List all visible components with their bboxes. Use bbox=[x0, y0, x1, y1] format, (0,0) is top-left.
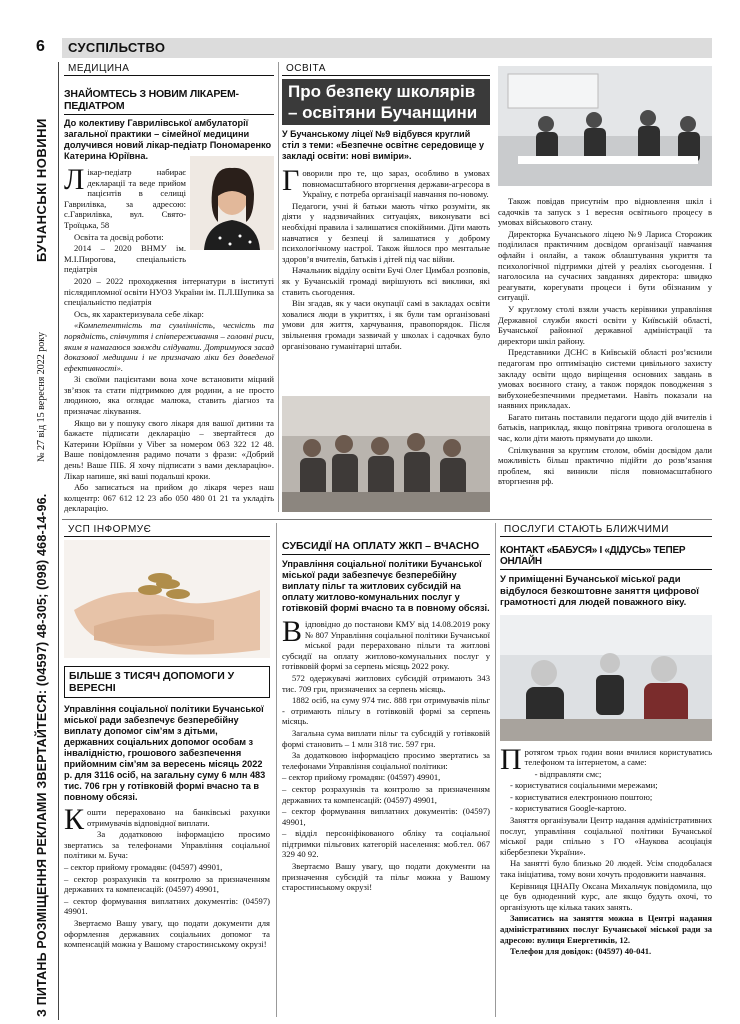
article-title: ЗНАЙОМТЕСЬ З НОВИМ ЛІКАРЕМ-ПЕДІАТРОМ bbox=[64, 88, 274, 115]
article-lead: До колективу Гаврилівської амбулаторії загальної практики – сімейної медицини долучився новий лікар-педіатр Пономаренко Катерина Юріївна. bbox=[64, 118, 272, 161]
paragraph: Спілкування за круглим столом, обмін досвідом дали можливість більш практично підійти до розвʼязання проблем, які виникли після повномасштабного вторгнення рф. bbox=[498, 444, 712, 487]
paragraph: Також повідав присутнім про відновлення шкіл і садочків та запуск з 1 вересня освітнього процесу в умовах військового стану. bbox=[498, 196, 712, 228]
side-brand: БУЧАНСЬКІ НОВИНИ bbox=[34, 118, 49, 262]
paragraph: ідповідно до постанови КМУ від 14.08.2019 року № 807 Управління соціальної політики Бучанської міської ради перераховано пільги та житлові субсидії на оплату житлово-комунальних послуг у готівковій формі за серпень місяць 2022 року. bbox=[282, 619, 490, 672]
section-bar bbox=[62, 38, 712, 58]
paragraph: За додатковою інформацією просимо звертатись за телефонами Управління соціальної політики: bbox=[282, 750, 490, 771]
article-title: БІЛЬШЕ 3 ТИСЯЧ ДОПОМОГИ У ВЕРЕСНІ bbox=[64, 666, 270, 698]
paragraph: Записатись на заняття можна в Центрі надання адміністративних послуг Бучанської міської ради за адресою: вулиця Енергетиків, 12. bbox=[500, 913, 712, 945]
usp-article bbox=[64, 523, 270, 1018]
list-item: – відділ персоніфікованого обліку та соціальної підтримки пільгових категорій населення: моб.тел. 067 329 40 92. bbox=[282, 828, 490, 860]
section-label: ПОСЛУГИ СТАЮТЬ БЛИЖЧИМИ bbox=[500, 523, 712, 537]
paragraph: Телефон для довідок: (04597) 40-041. bbox=[510, 946, 652, 957]
paragraph: Він згадав, як у часи окупації самі в закладах освіти ховалися люди в укриттях, і як були там організовані умови для життя, харчування, правопорядок. Після звільнення громади зазвичай у школах і садочках було організовано гуманітарні штаби. bbox=[282, 298, 490, 351]
paragraph: Начальник відділу освіти Бучі Олег Цимбал розповів, як у Бучанській громаді вирішують всі виклики, які ставить сьогодення. bbox=[282, 265, 490, 297]
article-lead: У приміщенні Бучанської міської ради відбулося безкоштовне заняття цифрової грамотності для людей поважного віку. bbox=[500, 574, 699, 608]
paragraph: Освіта та досвід роботи: bbox=[74, 231, 164, 242]
paragraph: 2020 – 2022 проходження інтернатури в інституті післядипломної освіти НУОЗ України ім. П.Л.Шупика за спеціальністю педіатрія bbox=[64, 275, 274, 308]
paragraph: За додатковою інформацією просимо звертатись за телефонами Управління соціальної політики м. Буча: bbox=[64, 829, 270, 861]
list-item: – сектор формування виплатних документів: (04597) 49901. bbox=[64, 895, 270, 917]
paragraph: Керівниця ЦНАПу Оксана Михальчук повідомила, що це був одноденний курс, але якщо будуть охочі, то організують ще кілька таких занять. bbox=[500, 880, 712, 912]
cnap-article bbox=[500, 523, 712, 1018]
paragraph: оворили про те, що зараз, особливо в умовах повномасштабного вторгнення держави-агресора в Україну, є потреба організації навчання по-новому. bbox=[302, 168, 490, 200]
meeting-photo bbox=[498, 66, 712, 186]
list-item: - користуватися соціальними мережами; bbox=[510, 780, 658, 791]
paragraph: ікар-педіатр набирає декларації та веде прийом пацієнтів в селищі Гаврилівка, за адресою: с.Гаврилівка, вул. Свято-Троїцька, 58 bbox=[64, 167, 186, 230]
list-item: – сектор розрахунків та контролю за призначенням державних та компенсацій: (04597) 49901, bbox=[64, 873, 270, 895]
article-body-right bbox=[498, 196, 712, 488]
paragraph: Педагоги, учні й батьки мають чітко розуміти, як діяти у надзвичайних ситуаціях, виконувати всі необхідні правила і залишатися спокійними. Діти мають навчатися у безпеці й залишатися у доброму психологічному настрої. Також йшлося про ментальне здоров’я вчителів, батьків і дітей під час війни. bbox=[282, 200, 490, 264]
article-body: Лікар-педіатр набирає декларації та веде прийом пацієнтів в селищі Гаврилівка, за адресою: с.Гаврилівка, вул. Свято-Троїцька, 58 Освіта та досвід роботи: 2014 – 2020 ВНМУ ім. М.І.Пирогова, спеціальність педіатрія 2020 – 2022 проходження інтернатури в інституті післядипломної освіти НУОЗ України ім. П.Л.Шупика за спеціальністю педіатрія Ось, як характеризувала себе лікар: «Компетентність та сумлінність, чесність та порядність, співчуття і співпереживання – головні риси, яким я намагаюся завжди слідувати. Дотримуюся засад доказової медицини і не призначаю ліки без доведеної ефективності». Зі своїми пацієнтами вона хоче встановити міцний зв’язок та стати підтримкою для родини, а не просто людиною, яка оглядає малюка, ставить діагноз та призначає лікування. Якщо ви у пошуку свого лікаря для вашої дитини та бажаєте підписати декларацію – звертайтеся до Катерини Юріївни у Viber за номером 063 322 12 48. Ваше повідомлення радимо почати з фрази: «Добрий день! Ваше ПІБ. Я хочу підписати з вами декларацію». Лікар напише, які ваші подальші кроки. Або записаться на прийом до лікаря через наш колцентр: 067 612 12 23 або 050 480 01 21 та укладіть декларацію. bbox=[64, 163, 274, 514]
subsidies-article bbox=[282, 540, 490, 1018]
article-body: Говорили про те, що зараз, особливо в умовах повномасштабного вторгнення держави-агресора в Україну, є потреба організації навчання по-новому. Педагоги, учні й батьки мають чітко розуміти, як діяти у надзвичайних ситуаціях, виконувати всі необхідні правила і залишатися спокійними. Діти мають навчатися у безпеці й залишатися у доброму психологічному настрої. Також йшлося про ментальне здоров’я вчителів, батьків і дітей під час війни. Начальник відділу освіти Бучі Олег Цимбал розповів, як у Бучанській громаді вирішують всі виклики, які ставить сьогодення. Він згадав, як у часи окупації самі в закладах освіти ховалися люди в укриттях, і як були там організовані умови для життя, харчування, правопорядок. Після звільнення громади зазвичай у школах і садочках було організовано гуманітарні штаби. bbox=[282, 164, 490, 351]
paragraph: Заняття організували Центр надання адміністративних послуг, управління соціальної політики Бучанської міської ради спільно з ГО «Наукова асоціація кібербезпеки України». bbox=[500, 815, 712, 857]
paragraph: Загальна сума виплати пільг та субсидій у готівковій формі становить – 1 млн 318 тис. 597 грн. bbox=[282, 727, 490, 749]
article-lead: Управління соціальної політики Бучанської міської ради забезпечує безперебійну виплату пільг та житлових субсидій на оплату житлово-комунальних послуг у готівковій формі вчасно та в повному обсязі. bbox=[282, 559, 490, 613]
paragraph: Якщо ви у пошуку свого лікаря для вашої дитини та бажаєте підписати декларацію – звертайтеся до Катерини Юріївни у Viber за номером 063 322 12 48. Ваше повідомлення радимо почати з фрази: «Добрий день! Ваше ПІБ. Я хочу підписати з вами декларацію». Лікар напише, які ваші подальші кроки. bbox=[64, 417, 274, 481]
side-issue: № 27 від 15 вересня 2022 року bbox=[36, 331, 47, 462]
section-title: СУСПІЛЬСТВО bbox=[68, 40, 166, 55]
doctor-photo bbox=[190, 156, 274, 250]
article-body: Протягом трьох годин вони вчилися користуватись телефоном та інтернетом, а саме: - відправляти смс; - користуватися соціальними мережами; - користуватися електронною поштою; - користуватися Google-картою. Заняття організували Центр надання адміністративних послуг, управління соціальної політики Бучанської міської ради спільно з ГО «Наукова асоціація кібербезпеки України». На занятті було близько 20 людей. Усім сподобалася така ініціатива, тому вони хочуть продовжити навчання. Керівниця ЦНАПу Оксана Михальчук повідомила, що це був одноденний курс, але якщо будуть охочі, то організують ще кілька таких занять. Записатись на заняття можна в Центрі надання адміністративних послуг Бучанської міської ради за адресою: вулиця Енергетиків, 12. Телефон для довідок: (04597) 40-041. bbox=[500, 742, 712, 957]
paragraph: Звертаємо Вашу увагу, що подати документи на призначення субсидій та пільг можна у Вашому старостинському окрузі! bbox=[282, 861, 490, 893]
article-title: СУБСИДІЇ НА ОПЛАТУ ЖКП – ВЧАСНО bbox=[282, 540, 490, 555]
paragraph: На занятті було близько 20 людей. Усім сподобалася така ініціатива, тому вони хочуть продовжити навчання. bbox=[500, 858, 712, 880]
paragraph: Директорка Бучанського ліцею №9 Лариса Сторожик поділилася практичним досвідом організації навчання офлайн і онлайн, а також облаштування укриття та психологічної підтримки дітей у реаліях сьогодення. І наголосила на сучасних завданнях директора: швидко реагувати, корегувати процеси і бути обізнаним у ситуації. bbox=[498, 228, 712, 303]
section-label: УСП ІНФОРМУЄ bbox=[64, 523, 270, 537]
paragraph: 2014 – 2020 ВНМУ ім. М.І.Пирогова, спеціальність педіатрія bbox=[64, 243, 186, 275]
article-title: Про безпеку школярів – освітяни Бучанщини bbox=[282, 79, 490, 125]
side-strip bbox=[32, 62, 56, 1017]
list-item: - користуватися електронною поштою; bbox=[510, 791, 653, 802]
list-item: - користуватися Google-картою. bbox=[510, 803, 627, 814]
education-article bbox=[282, 62, 712, 517]
paragraph: 1882 осіб, на суму 974 тис. 888 грн отримувачів пільг - отримають пільгу в готівковій формі за серпень місяць. bbox=[282, 695, 490, 727]
list-item: – сектор розрахунків та контролю за призначенням державних та компенсацій: (04597) 49901, bbox=[282, 783, 490, 805]
hands-coins-photo bbox=[64, 540, 270, 658]
paragraph: У круглому столі взяли участь керівники управління Державної служби якості освіти у Київській області, Бучанської районної державної адміністрації та директори шкіл району. bbox=[498, 303, 712, 346]
quote: «Компетентність та сумлінність, чесність та порядність, співчуття і співпереживання – головні риси, яким я намагаюся завжди слідувати. Дотримуюся засад доказової медицини і не призначаю ліки без доведеної ефективності». bbox=[64, 320, 274, 373]
paragraph: 572 одержувачі житлових субсидій отримають 343 тис. 709 грн, призначених за серпень місяць. bbox=[282, 672, 490, 694]
section-label: ОСВІТА bbox=[282, 62, 490, 76]
paragraph: ошти перераховано на банківські рахунки отримувачів відповідної виплати. bbox=[87, 807, 270, 828]
article-lead: У Бучанському ліцеї №9 відбувся круглий стіл з теми: «Безпечне освітнє середовище у закладі освіти: нові виміри». bbox=[282, 129, 485, 161]
list-item: – сектор формування виплатних документів: (04597) 49901, bbox=[282, 806, 490, 827]
article-title: КОНТАКТ «БАБУСЯ» І «ДІДУСЬ» ТЕПЕР ОНЛАЙН bbox=[500, 545, 712, 570]
section-label: МЕДИЦИНА bbox=[64, 62, 274, 76]
list-item: - відправляти смс; bbox=[534, 768, 602, 779]
article-lead: Управління соціальної політики Бучанської міської ради забезпечує безперебійну виплату допомог сім’ям з дітьми, державних соціальних допомог особам з інвалідністю, грошового забезпечення прийомним сім’ям за вересень місяць 2022 р. для 3116 осіб, на загальну суму 6 млн 483 тис. 706 грн у готівковій формі вчасно та в повному обсязі. bbox=[64, 704, 266, 802]
article-body: Відповідно до постанови КМУ від 14.08.2019 року № 807 Управління соціальної політики Бучанської міської ради перераховано пільги та житлові субсидії на оплату житлово-комунальних послуг у готівковій формі за серпень місяць 2022 року. 572 одержувачі житлових субсидій отримають 343 тис. 709 грн, призначених за серпень місяць. 1882 осіб, на суму 974 тис. 888 грн отримувачів пільг - отримають пільгу в готівковій формі за серпень місяць. Загальна сума виплати пільг та субсидій у готівковій формі становить – 1 млн 318 тис. 597 грн. За додатковою інформацією просимо звертатись за телефонами Управління соціальної політики: – сектор прийому громадян: (04597) 49901, – сектор розрахунків та контролю за призначенням державних та компенсацій: (04597) 49901, – сектор формування виплатних документів: (04597) 49901, – відділ персоніфікованого обліку та соціальної підтримки пільгових категорій населення: моб.тел. 067 329 40 92. Звертаємо Вашу увагу, що подати документи на призначення субсидій та пільг можна у Вашому старостинському окрузі! bbox=[282, 615, 490, 893]
seniors-class-photo bbox=[500, 615, 712, 741]
page-number: 6 bbox=[36, 38, 45, 55]
list-item: – сектор прийому громадян: (04597) 49901, bbox=[282, 772, 441, 783]
side-ads: З ПИТАНЬ РОЗМІЩЕННЯ РЕКЛАМИ ЗВЕРТАЙТЕСЯ: (04597) 48-305; (098) 468-14-96. bbox=[35, 493, 49, 1017]
list-item: – сектор прийому громадян: (04597) 49901, bbox=[64, 861, 223, 872]
paragraph: Багато питань поставили педагоги щодо дій вчителів і батьків, наприклад, якщо повітряна тривога оголошена в час, коли діти мають прямувати до школи. bbox=[498, 411, 712, 444]
paragraph: Звертаємо Вашу увагу, що подати документи для оформлення державних соціальних допомог та компенсацій можна у Вашому старостинському окрузі! bbox=[64, 917, 270, 950]
paragraph: ротягом трьох годин вони вчилися користуватись телефоном та інтернетом, а саме: bbox=[524, 746, 712, 768]
paragraph: Зі своїми пацієнтами вона хоче встановити міцний зв’язок та стати підтримкою для родини, а не просто людиною, яка оглядає малюка, ставить діагноз та призначає лікування. bbox=[64, 374, 274, 417]
paragraph: Представники ДСНС в Київській області розʼяснили педагогам про оптимізацію системи цивільного захисту закладу освіти щодо виріщення основних завдань в умовах воєнного стану, а також порядок поводження з вибухонебезпечними предметами. Навіть показали на наявних прикладах. bbox=[498, 347, 712, 411]
paragraph: Або записаться на прийом до лікаря через наш колцентр: 067 612 12 23 або 050 480 01 21 та укладіть декларацію. bbox=[64, 482, 274, 514]
round-table-photo bbox=[282, 396, 490, 512]
article-body: Кошти перераховано на банківські рахунки отримувачів відповідної виплати. За додатковою інформацією просимо звертатись за телефонами Управління соціальної політики м. Буча: – сектор прийому громадян: (04597) 49901, – сектор розрахунків та контролю за призначенням державних та компенсацій: (04597) 49901, – сектор формування виплатних документів: (04597) 49901. Звертаємо Вашу увагу, що подати документи для оформлення державних соціальних допомог та компенсацій можна у Вашому старостинському окрузі! bbox=[64, 803, 270, 950]
medicine-article bbox=[64, 62, 274, 517]
paragraph: Ось, як характеризувала себе лікар: bbox=[74, 308, 204, 319]
